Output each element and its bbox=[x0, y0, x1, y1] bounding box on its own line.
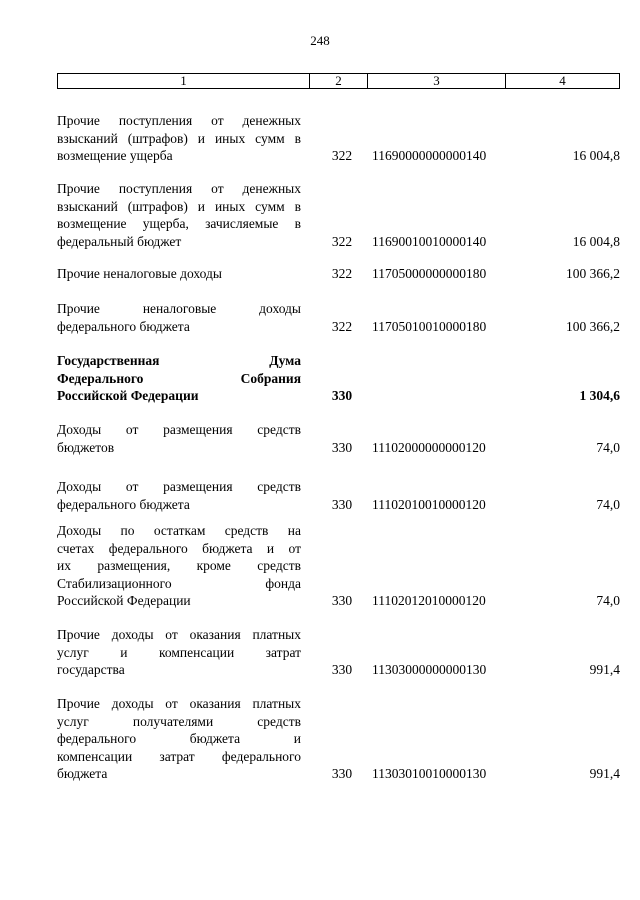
row-name-line: Российской Федерации bbox=[57, 388, 199, 403]
row-chapter: 330 bbox=[331, 496, 353, 512]
row-chapter: 322 bbox=[331, 148, 353, 163]
row-amount: 100 366,2 bbox=[566, 318, 620, 334]
row-name-line: Прочие доходы от оказания платных bbox=[57, 627, 301, 642]
row-name-line: Федерального Собрания bbox=[57, 370, 301, 386]
row-name bbox=[57, 300, 301, 335]
row-name-line: Прочие неналоговые доходы bbox=[57, 266, 222, 281]
row-chapter: 330 bbox=[331, 662, 353, 677]
row-name-line: Государственная Дума bbox=[57, 353, 301, 368]
row-code: 11102010010000120 bbox=[372, 496, 486, 512]
row-amount: 74,0 bbox=[596, 439, 620, 455]
row-code: 11303010010000130 bbox=[372, 766, 487, 781]
row-code: 11102012010000120 bbox=[372, 593, 486, 608]
row-chapter: 330 bbox=[331, 766, 353, 781]
row-name-line: возмещение ущерба, зачисляемые в bbox=[57, 216, 301, 231]
row-name-line: Прочие доходы от оказания платных bbox=[57, 696, 301, 711]
row-chapter: 330 bbox=[331, 388, 353, 403]
row-code: 11705010010000180 bbox=[372, 318, 487, 334]
row-name-line: Доходы по остаткам средств на bbox=[57, 523, 301, 538]
row-name-line: федеральный бюджет bbox=[57, 233, 182, 249]
row-amount: 16 004,8 bbox=[572, 148, 620, 163]
row-chapter: 322 bbox=[331, 266, 353, 281]
row-name-line: Стабилизационного фонда bbox=[57, 575, 301, 591]
row-name-line: федерального бюджета bbox=[57, 318, 190, 334]
row-code: 11690010010000140 bbox=[372, 233, 487, 249]
row-name bbox=[57, 421, 301, 456]
row-name-line: взысканий (штрафов) и иных сумм в bbox=[57, 130, 301, 146]
row-name-line: Прочие поступления от денежных bbox=[57, 181, 301, 196]
row-name-line: Прочие поступления от денежных bbox=[57, 113, 301, 128]
row-name-line: возмещение ущерба bbox=[57, 148, 173, 163]
row-chapter: 330 bbox=[331, 439, 353, 455]
header-col-3: 3 bbox=[368, 74, 506, 88]
row-code: 11705000000000180 bbox=[372, 266, 487, 281]
row-name-line: их размещения, кроме средств bbox=[57, 558, 301, 573]
row-name bbox=[57, 695, 301, 783]
row-name bbox=[57, 265, 301, 283]
row-amount: 100 366,2 bbox=[566, 266, 620, 281]
row-code: 11102000000000120 bbox=[372, 439, 486, 455]
row-name bbox=[57, 352, 301, 405]
row-name-line: федерального бюджета bbox=[57, 496, 190, 512]
row-amount: 16 004,8 bbox=[572, 233, 620, 249]
row-name-line: Доходы от размещения средств bbox=[57, 479, 301, 494]
row-name-line: услуг получателями средств bbox=[57, 713, 301, 729]
row-name-line: федерального бюджета и bbox=[57, 731, 301, 746]
row-name bbox=[57, 522, 301, 610]
row-name bbox=[57, 626, 301, 679]
row-name-line: взысканий (штрафов) и иных сумм в bbox=[57, 198, 301, 214]
row-name bbox=[57, 180, 301, 250]
row-amount: 74,0 bbox=[596, 496, 620, 512]
page-number: 248 bbox=[310, 33, 330, 48]
row-code: 11303000000000130 bbox=[372, 662, 487, 677]
row-amount: 74,0 bbox=[596, 593, 620, 608]
row-name-line: счетах федерального бюджета и от bbox=[57, 540, 301, 556]
row-code: 11690000000000140 bbox=[372, 148, 487, 163]
row-name-line: услуг и компенсации затрат bbox=[57, 644, 301, 660]
row-name-line: государства bbox=[57, 662, 125, 677]
row-amount: 991,4 bbox=[589, 662, 620, 677]
row-name bbox=[57, 478, 301, 513]
row-chapter: 330 bbox=[331, 593, 353, 608]
row-name bbox=[57, 112, 301, 165]
row-amount: 991,4 bbox=[589, 766, 620, 781]
row-name-line: Доходы от размещения средств bbox=[57, 422, 301, 437]
header-col-1: 1 bbox=[58, 74, 310, 88]
row-name-line: компенсации затрат федерального bbox=[57, 748, 301, 764]
row-name-line: бюджета bbox=[57, 766, 108, 781]
header-col-2: 2 bbox=[310, 74, 368, 88]
row-chapter: 322 bbox=[331, 318, 353, 334]
row-name-line: Прочие неналоговые доходы bbox=[57, 301, 301, 316]
row-chapter: 322 bbox=[331, 233, 353, 249]
header-col-4: 4 bbox=[559, 73, 566, 88]
row-amount: 1 304,6 bbox=[579, 388, 620, 403]
row-name-line: бюджетов bbox=[57, 439, 115, 455]
row-name-line: Российской Федерации bbox=[57, 593, 191, 608]
